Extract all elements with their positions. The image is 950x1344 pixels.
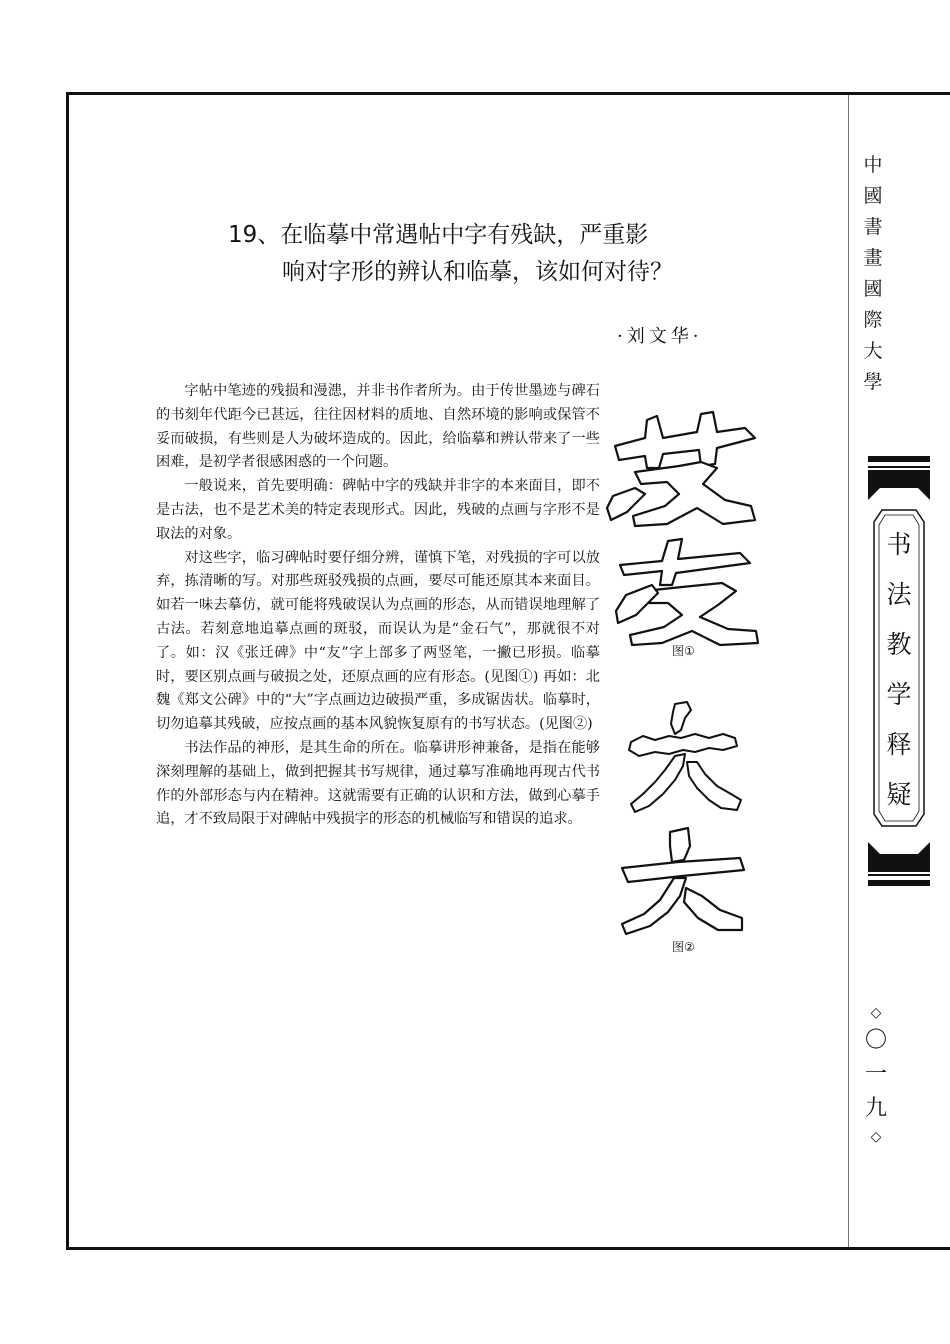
body-paragraph: 书法作品的神形，是其生命的所在。临摹讲形神兼备，是指在能够深刻理解的基础上，做到把握其书写规律，通过摹写准确地再现古代书作的外部形态与内在精神。这就需要有正确的认识和方法，做到心摹手追，才不致局限于对碑帖中残损字的形态的机械临写和错误的追求。	[156, 739, 600, 828]
sidebar-title-char: 國	[863, 278, 883, 300]
article-title	[228, 217, 748, 291]
series-char: 释	[886, 730, 912, 759]
figure1-restored-character-image	[612, 535, 762, 647]
series-char: 疑	[886, 780, 912, 809]
series-char: 学	[886, 680, 912, 709]
series-char: 书	[886, 530, 912, 559]
sidebar-divider	[848, 95, 849, 1247]
sidebar-title-char: 國	[863, 185, 883, 207]
sidebar-title-char: 畫	[863, 247, 883, 269]
diamond-ornament-icon: ◇	[870, 1129, 882, 1145]
figure1-label: 图①	[672, 644, 695, 658]
body-paragraph: 字帖中笔迹的残损和漫漶，并非书作者所为。由于传世墨迹与碑石的书刻年代距今已甚远，往往因材料的质地、自然环境的影响或保管不妥而破损，有些则是人为破坏造成的。因此，给临摹和辨认带来了一些困难，是初学者很感困惑的一个问题。	[156, 383, 600, 471]
sidebar-title	[855, 150, 891, 398]
figure2-damaged-character-image	[625, 700, 745, 818]
sidebar-title-char: 學	[863, 371, 883, 393]
series-panel-top-rule	[868, 466, 930, 468]
page-number-digit: 〇	[864, 1028, 887, 1053]
series-panel-top-bar	[868, 456, 930, 462]
series-char: 法	[886, 580, 912, 609]
series-panel-top-ornament	[868, 470, 930, 506]
sidebar-title-char: 大	[863, 340, 883, 362]
page-number-digit: 一	[864, 1062, 887, 1087]
figure1-damaged-character-image	[605, 408, 765, 533]
series-panel-bottom-ornament	[868, 836, 930, 872]
author-byline: ·刘文华·	[617, 326, 703, 347]
figure2-label: 图②	[672, 940, 695, 954]
article-title-line: 响对字形的辨认和临摹，该如何对待？	[282, 259, 673, 285]
body-paragraph: 对这些字，临习碑帖时要仔细分辨，谨慎下笔，对残损的字可以放弃，拣清晰的写。对那些斑驳残损的点画，要尽可能还原其本来面目。如若一味去摹仿，就可能将残破误认为点画的形态，从而错误地理解了古法。若刻意地追摹点画的斑驳，而误认为是“金石气”，那就很不对了。如：汉《张迁碑》中“友”字上部多了两竖笔，一撇已形损。临摹时，要区别点画与破损之处，还原点画的应有形态。(见图①) 再如：北魏《郑文公碑》中的“大”字点画边边破损严重，多成锯齿状。临摹时，切勿追摹其残破，应按点画的基本风貌恢复原有的书写状态。(见图②)	[156, 549, 600, 733]
body-paragraph: 一般说来，首先要明确：碑帖中字的残缺并非字的本来面目，即不是古法，也不是艺术美的特定表现形式。因此，残破的点画与字形不是取法的对象。	[156, 478, 600, 542]
page-number-digit: 九	[864, 1096, 887, 1121]
page-number	[862, 1002, 890, 1148]
series-panel-bottom-bar	[868, 880, 930, 886]
series-label	[872, 518, 926, 818]
figure2-restored-character-image	[618, 826, 748, 936]
sidebar-title-char: 中	[863, 154, 883, 176]
article-title-line: 19、在临摹中常遇帖中字有残缺，严重影	[228, 222, 649, 248]
article-body	[156, 380, 600, 832]
series-label-panel	[868, 456, 930, 886]
diamond-ornament-icon: ◇	[870, 1005, 882, 1021]
series-panel-bottom-rule	[868, 874, 930, 876]
sidebar-title-char: 際	[863, 309, 883, 331]
series-char: 教	[886, 630, 912, 659]
sidebar-title-char: 書	[863, 216, 883, 238]
